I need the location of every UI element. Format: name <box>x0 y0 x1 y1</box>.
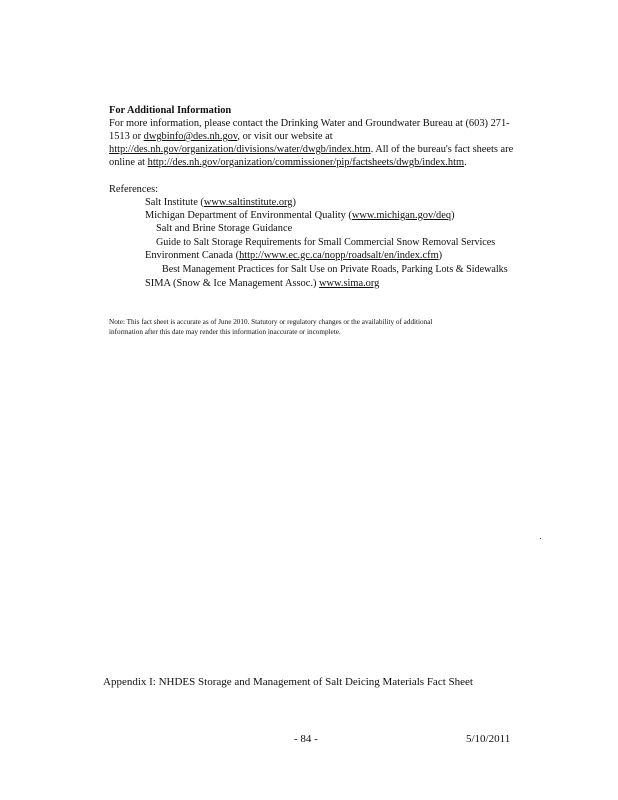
note-line-2: information after this date may render this information inaccurate or incomplete. <box>109 328 341 336</box>
additional-info-line-2 <box>109 130 333 143</box>
references-heading: References: <box>109 184 159 195</box>
reference-canada-sub-1: Best Management Practices for Salt Use on Private Roads, Parking Lots & Sidewalks <box>162 264 508 275</box>
sima-link[interactable]: www.sima.org <box>319 278 380 289</box>
michigan-prefix: Michigan Department of Environmental Quality ( <box>145 210 352 221</box>
salt-institute-link[interactable]: www.saltinstitute.org <box>203 197 293 208</box>
fact-sheets-link[interactable]: http://des.nh.gov/organization/commissioner/pip/factsheets/dwgb/index.htm <box>147 157 465 168</box>
reference-salt-institute <box>145 196 296 209</box>
reference-michigan-sub-2: Guide to Salt Storage Requirements for Small Commercial Snow Removal Services <box>156 237 496 248</box>
appendix-caption: Appendix I: NHDES Storage and Management of Salt Deicing Materials Fact Sheet <box>103 676 473 688</box>
footer-date: 5/10/2011 <box>466 733 511 745</box>
line-4-suffix: . <box>464 157 467 168</box>
salt-institute-suffix: ) <box>292 197 296 208</box>
additional-info-heading: For Additional Information <box>109 105 232 116</box>
dwgb-website-link[interactable]: http://des.nh.gov/organization/divisions/water/dwgb/index.htm <box>109 144 371 155</box>
michigan-suffix: ) <box>451 210 455 221</box>
additional-info-line-4 <box>109 156 467 169</box>
environment-canada-link[interactable]: http://www.ec.gc.ca/nopp/roadsalt/en/index.cfm <box>239 250 439 261</box>
line-3-suffix: . All of the bureau's fact sheets are <box>370 144 514 155</box>
line-2-suffix: , or visit our website at <box>237 131 333 142</box>
scan-speck <box>540 538 541 539</box>
page-number: - 84 - <box>294 733 318 745</box>
note-line-1: Note: This fact sheet is accurate as of June 2010. Statutory or regulatory changes or the availability of additional <box>109 318 433 326</box>
reference-sima <box>145 277 379 290</box>
line-2-prefix: 1513 or <box>109 131 144 142</box>
reference-environment-canada <box>145 249 442 262</box>
reference-michigan-sub-1: Salt and Brine Storage Guidance <box>156 223 293 234</box>
additional-info-line-3 <box>109 143 513 156</box>
salt-institute-prefix: Salt Institute ( <box>145 197 204 208</box>
canada-prefix: Environment Canada ( <box>145 250 240 261</box>
line-4-prefix: online at <box>109 157 148 168</box>
canada-suffix: ) <box>438 250 443 261</box>
michigan-deq-link[interactable]: www.michigan.gov/deq <box>351 210 452 221</box>
sima-prefix: SIMA (Snow & Ice Management Assoc.) <box>145 278 320 289</box>
reference-michigan-deq <box>145 209 455 222</box>
additional-info-line-1: For more information, please contact the Drinking Water and Groundwater Bureau at (603) 271- <box>109 118 510 129</box>
email-link[interactable]: dwgbinfo@des.nh.gov <box>143 131 238 142</box>
